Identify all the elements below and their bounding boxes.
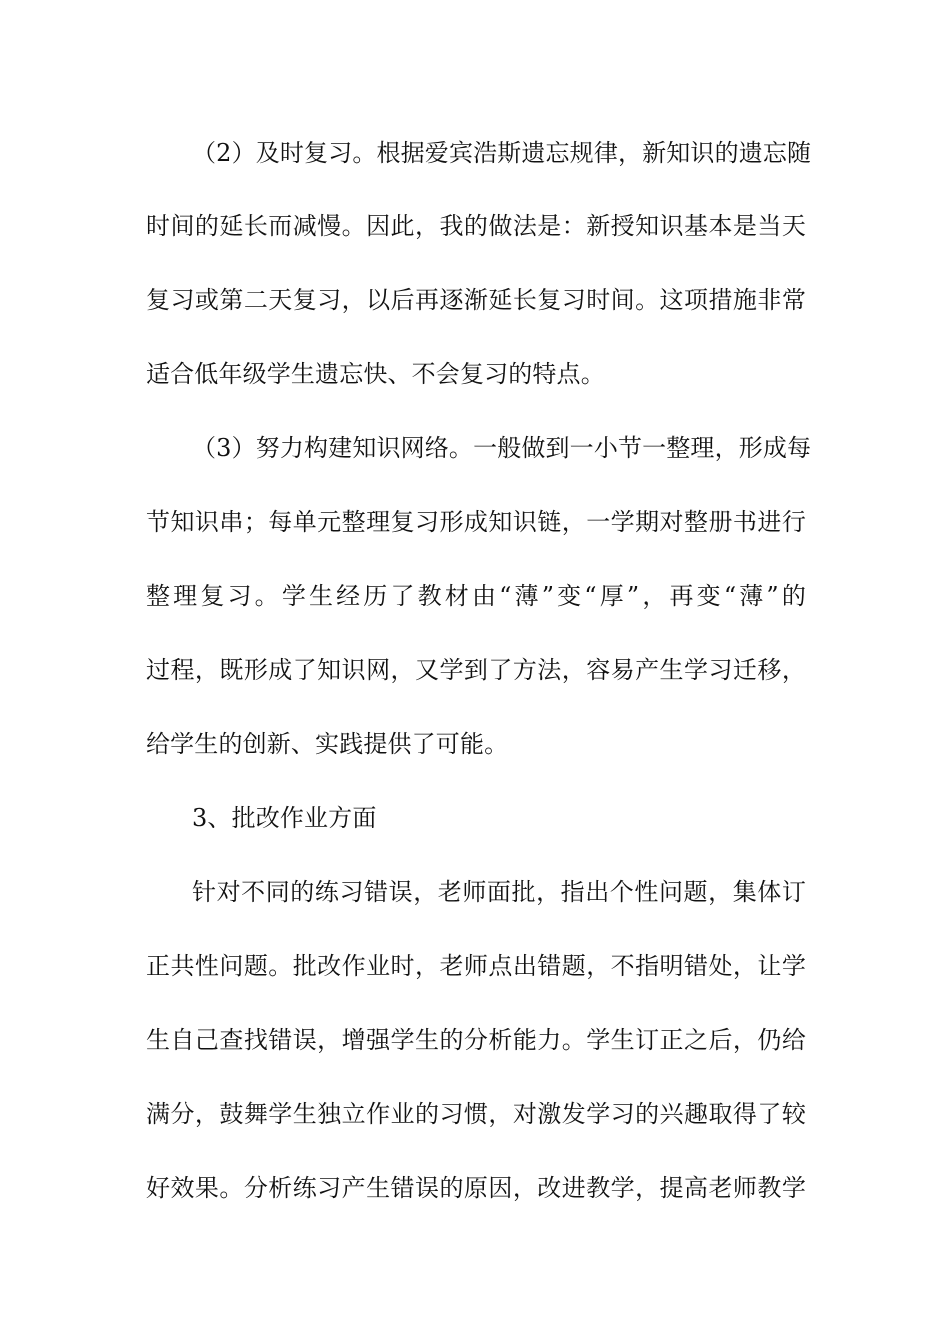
paragraph-homework-line-5: 好效果。分析练习产生错误的原因，改进教学，提高老师教学: [146, 1174, 806, 1202]
paragraph-knowledge-network-line-1: （3）努力构建知识网络。一般做到一小节一整理，形成每: [192, 434, 812, 462]
paragraph-timely-review-line-2: 时间的延长而减慢。因此，我的做法是：新授知识基本是当天: [146, 212, 806, 240]
paragraph-homework-line-4: 满分，鼓舞学生独立作业的习惯，对激发学习的兴趣取得了较: [146, 1100, 806, 1128]
paragraph-homework-line-2: 正共性问题。批改作业时，老师点出错题，不指明错处，让学: [146, 952, 806, 980]
section-heading-homework-correction: 3、批改作业方面: [192, 804, 377, 832]
paragraph-knowledge-network-line-3: 整理复习。学生经历了教材由“薄”变“厚”，再变“薄”的: [146, 582, 806, 610]
paragraph-knowledge-network-line-5: 给学生的创新、实践提供了可能。: [146, 730, 509, 758]
paragraph-knowledge-network-line-2: 节知识串；每单元整理复习形成知识链，一学期对整册书进行: [146, 508, 806, 536]
paragraph-timely-review-line-4: 适合低年级学生遗忘快、不会复习的特点。: [146, 360, 605, 388]
paragraph-knowledge-network-line-4: 过程，既形成了知识网，又学到了方法，容易产生学习迁移，: [146, 656, 806, 684]
paragraph-timely-review-line-1: （2）及时复习。根据爱宾浩斯遗忘规律，新知识的遗忘随: [192, 139, 812, 167]
paragraph-homework-line-1: 针对不同的练习错误，老师面批，指出个性问题，集体订: [192, 878, 806, 906]
paragraph-timely-review-line-3: 复习或第二天复习，以后再逐渐延长复习时间。这项措施非常: [146, 286, 806, 314]
paragraph-homework-line-3: 生自己查找错误，增强学生的分析能力。学生订正之后，仍给: [146, 1026, 806, 1054]
